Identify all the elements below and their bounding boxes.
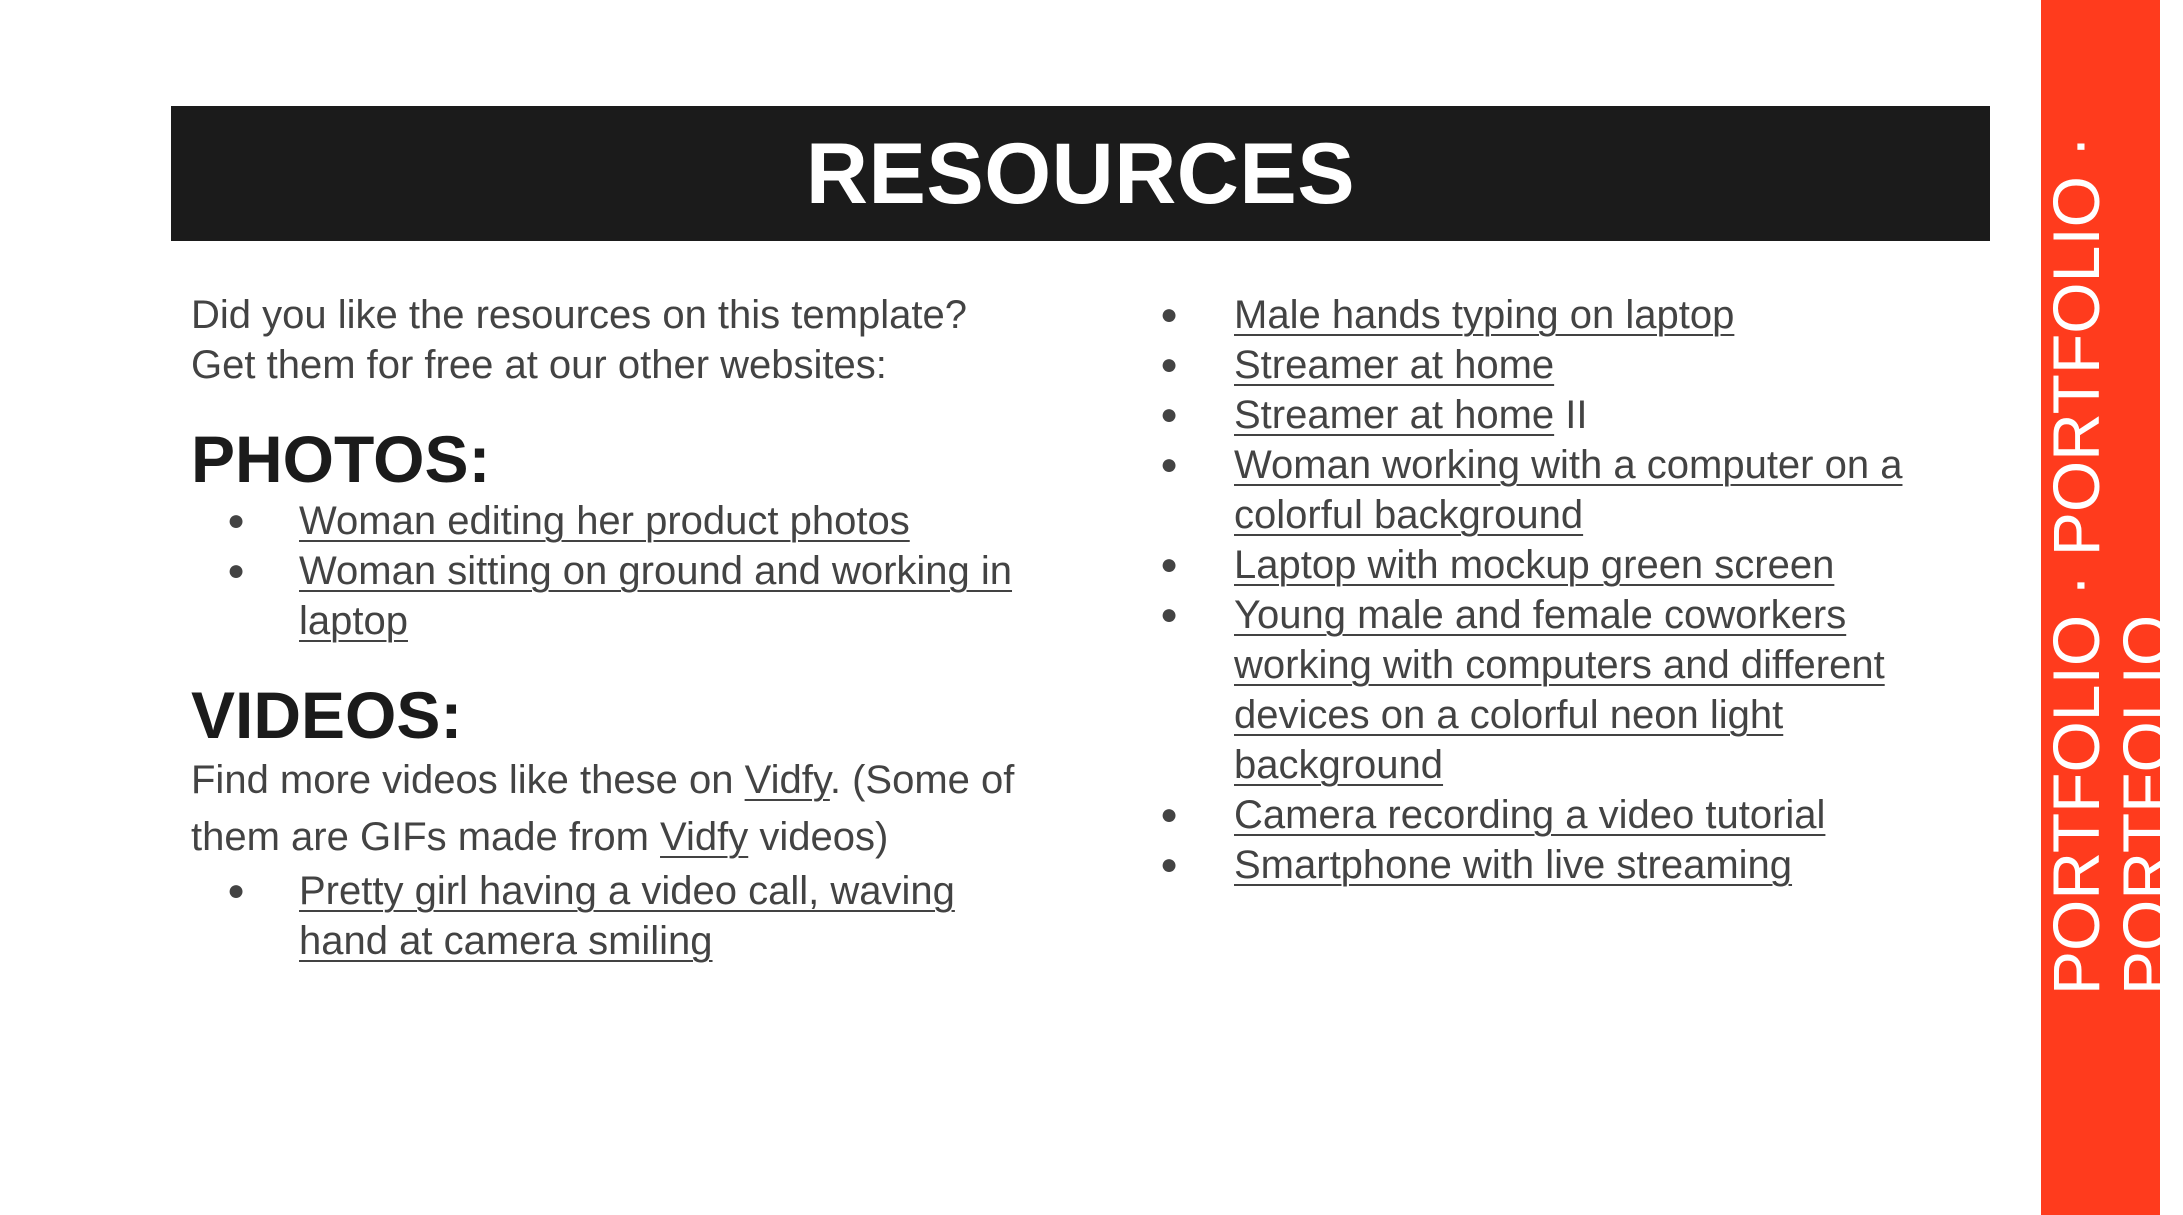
title-bar [171,106,1990,241]
list-item [191,866,1041,966]
videos-text-3: videos) [748,815,889,859]
photos-list [191,496,1041,646]
list-item [191,496,1041,546]
video-resources-list [1150,290,1990,890]
video-link[interactable]: Smartphone with live streaming [1234,843,1793,887]
list-item [1150,440,1990,540]
list-item [1150,290,1990,340]
bullet-icon: ● [1160,598,1179,631]
right-column [1150,290,1990,890]
bullet-icon: ● [1160,448,1179,481]
photo-link[interactable]: Woman sitting on ground and working in laptop [299,549,1013,643]
list-item [1150,390,1990,440]
list-item [1150,840,1990,890]
intro-text [191,290,1041,390]
videos-text-1: Find more videos like these on [191,758,745,802]
bullet-icon: ● [1160,548,1179,581]
vidfy-link[interactable]: Vidfy [744,758,830,802]
list-item [1150,790,1990,840]
video-link[interactable]: Streamer at home [1234,343,1555,387]
video-link[interactable]: Pretty girl having a video call, waving hand at camera smiling [299,869,955,963]
intro-line-1: Did you like the resources on this template? [191,293,967,337]
vidfy-link[interactable]: Vidfy [660,815,749,859]
page-title: RESOURCES [805,125,1356,222]
bullet-icon: ● [227,874,246,907]
photos-heading: PHOTOS: [191,422,491,496]
video-link[interactable]: Male hands typing on laptop [1234,293,1735,337]
link-suffix: II [1554,393,1588,437]
video-link[interactable]: Laptop with mockup green screen [1234,543,1835,587]
video-link[interactable]: Woman working with a computer on a colorful background [1234,443,1903,537]
left-column [191,290,1041,966]
video-link[interactable]: Young male and female coworkers working with computers and different devices on a colorful neon light background [1234,593,1885,787]
videos-heading: VIDEOS: [191,678,463,752]
videos-list [191,866,1041,966]
list-item [1150,540,1990,590]
videos-description [191,752,1041,866]
bullet-icon: ● [227,554,246,587]
bullet-icon: ● [1160,348,1179,381]
bullet-icon: ● [1160,848,1179,881]
bullet-icon: ● [1160,298,1179,331]
photo-link[interactable]: Woman editing her product photos [299,499,910,543]
side-portfolio-text: PORTFOLIO · PORTFOLIO · PORTFOLIO [2039,135,2183,995]
bullet-icon: ● [227,504,246,537]
videos-text-2: . (Some of them are GIFs made from [191,758,1015,859]
bullet-icon: ● [1160,798,1179,831]
video-link[interactable]: Streamer at home [1234,393,1555,437]
list-item [1150,340,1990,390]
side-band [2039,0,2183,1215]
intro-line-2: Get them for free at our other websites: [191,343,887,387]
bullet-icon: ● [1160,398,1179,431]
list-item [191,546,1041,646]
video-link[interactable]: Camera recording a video tutorial [1234,793,1826,837]
list-item [1150,590,1990,790]
